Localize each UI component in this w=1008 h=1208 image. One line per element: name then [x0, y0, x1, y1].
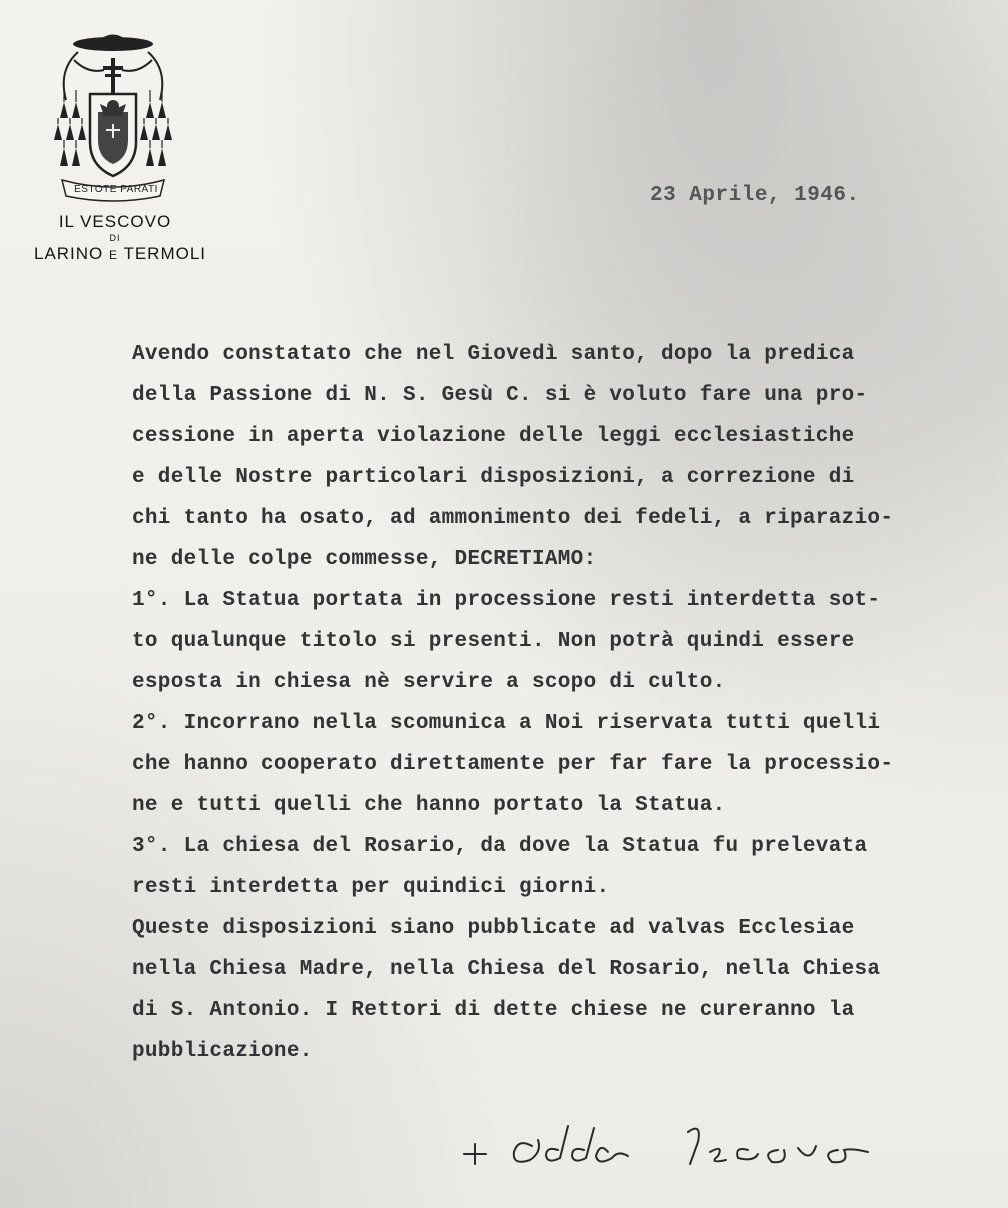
body-line: to qualunque titolo si presenti. Non potrà quindi essere [132, 630, 855, 653]
body-line: resti interdetta per quindici giorni. [132, 876, 610, 899]
body-line: ne e tutti quelli che hanno portato la Statua. [132, 794, 726, 817]
document-date: 23 Aprile, 1946. [650, 184, 860, 207]
body-line: 2°. Incorrano nella scomunica a Noi riservata tutti quelli [132, 712, 881, 735]
body-line: esposta in chiesa nè servire a scopo di culto. [132, 671, 726, 694]
diocese-conjunction: E [109, 248, 119, 262]
letterhead-di: DI [109, 233, 121, 243]
body-line: Avendo constatato che nel Giovedì santo, dopo la predica [132, 343, 855, 366]
body-line: e delle Nostre particolari disposizioni, a correzione di [132, 466, 855, 489]
body-line: cessione in aperta violazione delle leggi ecclesiastiche [132, 425, 855, 448]
episcopal-coat-of-arms-icon [48, 30, 178, 202]
letterhead [0, 212, 240, 265]
body-line: chi tanto ha osato, ad ammonimento dei fedeli, a riparazio- [132, 507, 894, 530]
body-line: 3°. La chiesa del Rosario, da dove la Statua fu prelevata [132, 835, 868, 858]
diocese-termoli: TERMOLI [123, 244, 207, 263]
body-line: di S. Antonio. I Rettori di dette chiese ne cureranno la [132, 999, 855, 1022]
body-line: ne delle colpe commesse, DECRETIAMO: [132, 548, 597, 571]
diocese-larino: LARINO [33, 244, 104, 263]
body-line: nella Chiesa Madre, nella Chiesa del Rosario, nella Chiesa [132, 958, 881, 981]
coat-of-arms-motto: ESTOTE PARATI [74, 184, 158, 195]
body-line: della Passione di N. S. Gesù C. si è voluto fare una pro- [132, 384, 868, 407]
decree-body [132, 334, 977, 1072]
body-line: Queste disposizioni siano pubblicate ad valvas Ecclesiae [132, 917, 855, 940]
body-line: pubblicazione. [132, 1040, 313, 1063]
letterhead-title: IL VESCOVO [58, 212, 172, 231]
handwritten-signature-icon [458, 1112, 928, 1174]
body-line: che hanno cooperato direttamente per far fare la processio- [132, 753, 894, 776]
letterhead-diocese [0, 244, 240, 265]
body-line: 1°. La Statua portata in processione resti interdetta sot- [132, 589, 881, 612]
